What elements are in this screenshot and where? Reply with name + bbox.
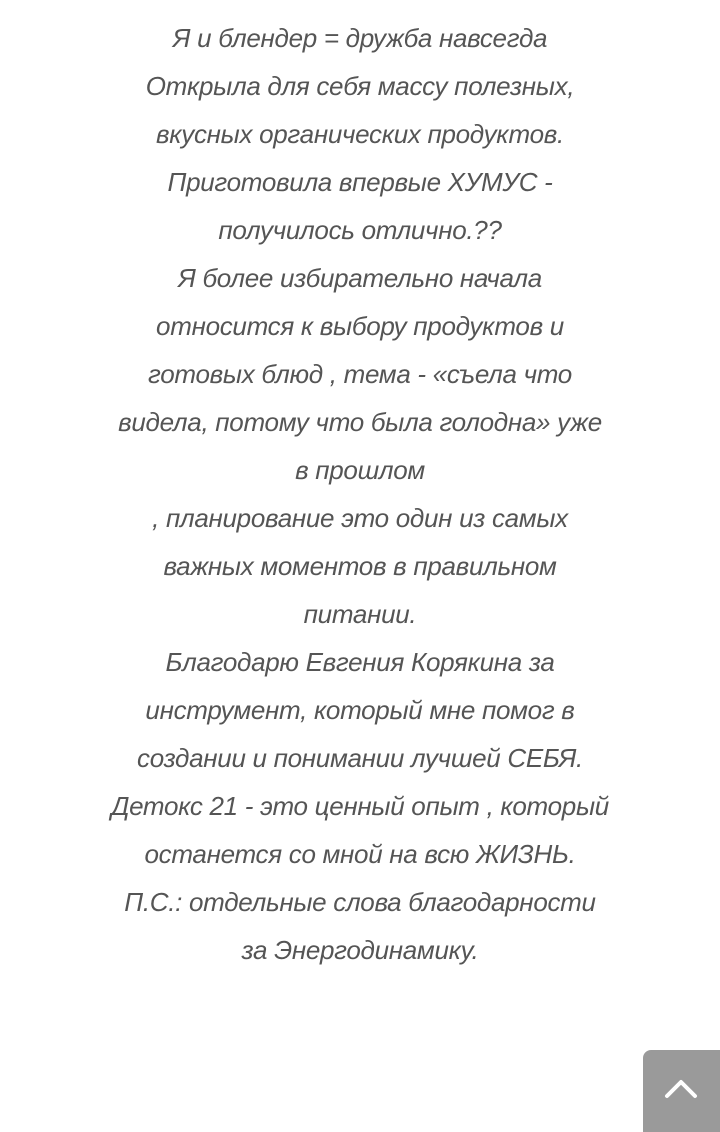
text-line: Благодарю Евгения Корякина за	[165, 647, 555, 677]
text-line: Я более избирательно начала	[178, 263, 542, 293]
text-line: Приготовила впервые ХУМУС -	[167, 167, 553, 197]
text-line: получилось отлично.??	[218, 215, 502, 245]
chevron-up-icon	[663, 1076, 699, 1100]
text-line: относится к выбору продуктов и	[156, 311, 564, 341]
text-line: за Энергодинамику.	[241, 935, 479, 965]
text-line: , планирование это один из самых	[152, 503, 568, 533]
text-line: видела, потому что была голодна» уже	[118, 407, 602, 437]
scroll-to-top-button[interactable]	[643, 1050, 720, 1132]
text-line: готовых блюд , тема - «съела что	[148, 359, 572, 389]
text-line: останется со мной на всю ЖИЗНЬ.	[144, 839, 576, 869]
text-line: Открыла для себя массу полезных,	[145, 71, 575, 101]
text-line: Детокс 21 - это ценный опыт , который	[111, 791, 609, 821]
text-line: важных моментов в правильном	[163, 551, 557, 581]
text-line: инструмент, который мне помог в	[145, 695, 575, 725]
text-line: в прошлом	[295, 455, 425, 485]
text-line: вкусных органических продуктов.	[156, 119, 564, 149]
text-line: питании.	[303, 599, 417, 629]
text-line: Я и блендер = дружба навсегда	[172, 23, 548, 53]
review-text	[60, 14, 660, 974]
text-line: создании и понимании лучшей СЕБЯ.	[137, 743, 583, 773]
text-line: П.С.: отдельные слова благодарности	[124, 887, 596, 917]
